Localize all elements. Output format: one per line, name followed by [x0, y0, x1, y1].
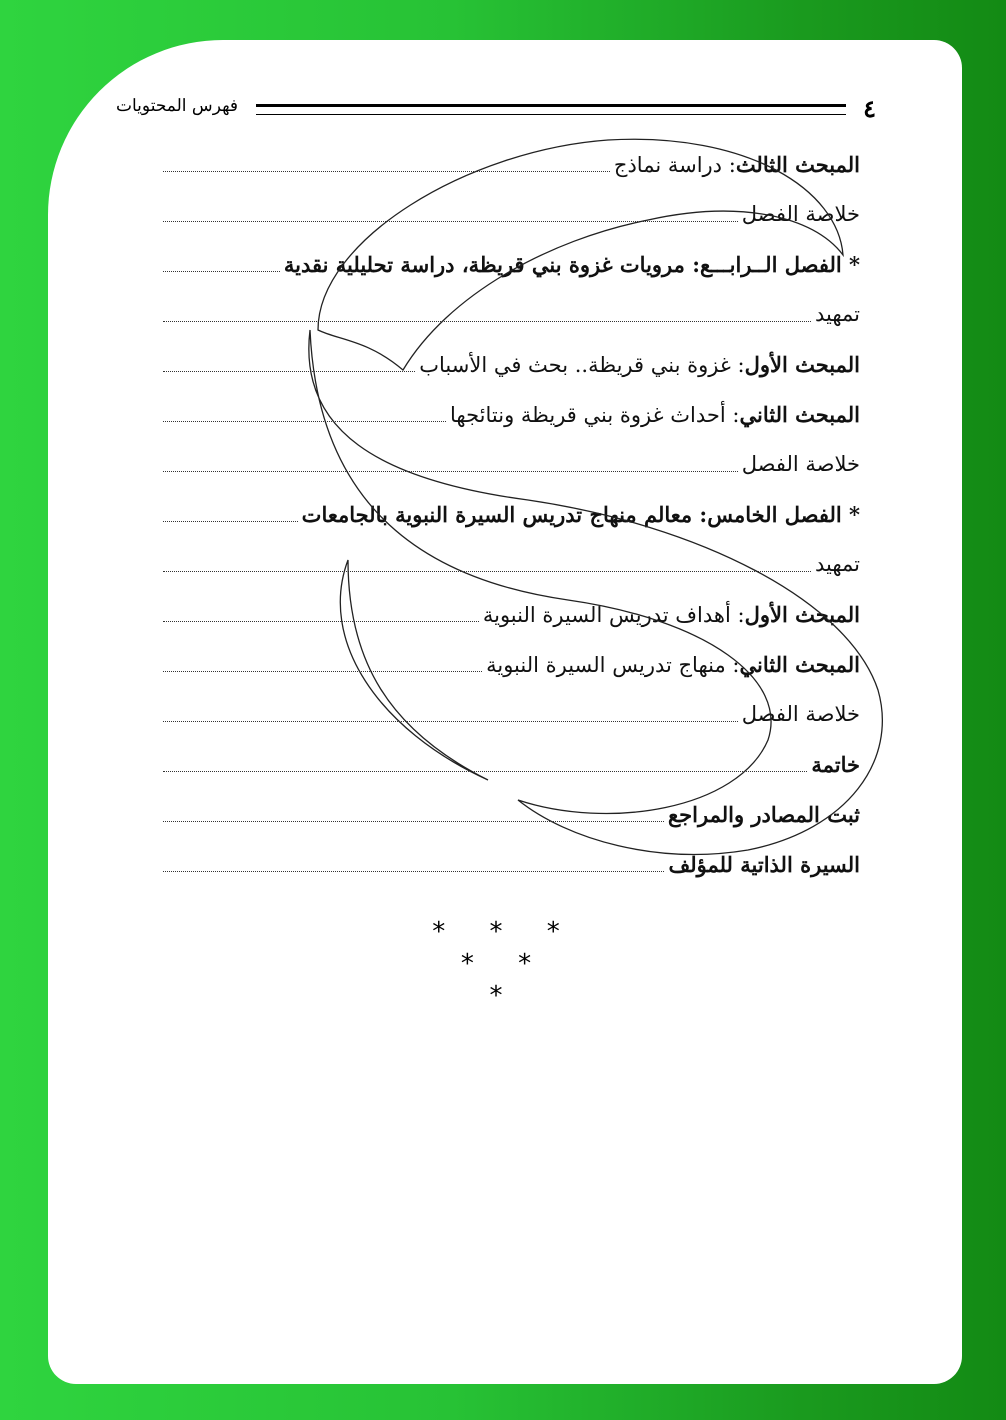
- toc-entry-text: [742, 202, 860, 226]
- toc-entry: [163, 689, 860, 739]
- toc-dot-leader: [163, 507, 298, 522]
- toc-dot-leader: [163, 807, 664, 822]
- header-title: فهرس المحتويات: [116, 96, 239, 116]
- toc-section-title: مرويات غزوة بني قريظة، دراسة تحليلية نقدية: [283, 251, 685, 277]
- toc-entry-text: [668, 802, 860, 827]
- toc-section-title: تمهيد: [814, 552, 860, 576]
- toc-entry: [163, 289, 860, 339]
- toc-section-title: منهاج تدريس السيرة النبوية: [486, 652, 726, 677]
- toc-entry-text: المبحث الثاني: أحداث غزوة بني قريظة ونتائجها: [450, 401, 860, 427]
- toc-star-marker: *: [849, 501, 860, 527]
- page-sheet: [48, 40, 962, 1384]
- toc-section-title: أهداف تدريس السيرة النبوية: [482, 602, 731, 627]
- toc-entry-text: * الفصل الــرابـــع: مرويات غزوة بني قريظة، دراسة تحليلية نقدية: [283, 251, 860, 277]
- toc-dot-leader: [163, 857, 664, 872]
- toc-entry: [163, 839, 860, 889]
- ornament-row-2: * *: [460, 949, 550, 979]
- toc-section-title: خلاصة الفصل: [741, 452, 860, 476]
- toc-dot-leader: [163, 307, 811, 322]
- toc-section-title: خلاصة الفصل: [741, 202, 860, 226]
- toc-entry: [163, 789, 860, 839]
- toc-entry-text: * الفصل الخامس: معالم منهاج تدريس السيرة النبوية بالجامعات: [301, 501, 860, 527]
- toc-section-label: الفصل الــرابـــع: [699, 251, 842, 277]
- toc-entry: [163, 539, 860, 589]
- toc-dot-leader: [163, 457, 738, 472]
- toc-dot-leader: [163, 357, 415, 372]
- toc-entry: [163, 639, 860, 689]
- running-header: [116, 94, 876, 123]
- toc-entry: [163, 189, 860, 239]
- toc-section-title: السيرة الذاتية للمؤلف: [668, 851, 860, 877]
- toc-entry: [163, 739, 860, 789]
- toc-dot-leader: [163, 607, 479, 622]
- toc-entry-text: [815, 552, 860, 576]
- header-rule: [256, 104, 846, 115]
- toc-section-title: تمهيد: [814, 302, 860, 326]
- toc-section-label: المبحث الأول: [744, 601, 860, 627]
- toc-entry-text: [668, 852, 860, 877]
- toc-section-label: المبحث الثالث: [735, 151, 860, 177]
- toc-dot-leader: [163, 207, 738, 222]
- toc-section-title: خاتمة: [811, 751, 860, 777]
- toc-entry: [163, 139, 860, 189]
- ornament-row-1: * * *: [432, 917, 578, 947]
- toc-entry-text: [742, 702, 860, 726]
- toc-section-label: الفصل الخامس: [707, 501, 842, 527]
- toc-entry-text: المبحث الأول: أهداف تدريس السيرة النبوية: [482, 601, 860, 627]
- toc-section-label: المبحث الأول: [744, 351, 860, 377]
- toc-dot-leader: [163, 707, 738, 722]
- toc-dot-leader: [163, 407, 446, 422]
- toc-dot-leader: [163, 157, 610, 172]
- toc-entry: [163, 389, 860, 439]
- toc-entry-text: [742, 452, 860, 476]
- toc-entry-text: المبحث الثاني: منهاج تدريس السيرة النبوية: [486, 651, 860, 677]
- toc-entry: [163, 489, 860, 539]
- toc-section-title: أحداث غزوة بني قريظة ونتائجها: [450, 402, 726, 427]
- toc-entry-text: المبحث الثالث: دراسة نماذج: [613, 151, 860, 177]
- toc-section-title: دراسة نماذج: [613, 152, 723, 177]
- toc-dot-leader: [163, 257, 280, 272]
- toc-entry-text: [815, 302, 860, 326]
- toc-section-title: خلاصة الفصل: [741, 702, 860, 726]
- toc-dot-leader: [163, 757, 807, 772]
- toc-star-marker: *: [849, 251, 860, 277]
- table-of-contents: [163, 139, 860, 889]
- toc-entry: [163, 439, 860, 489]
- toc-section-title: غزوة بني قريظة.. بحث في الأسباب: [419, 352, 731, 377]
- toc-entry-text: المبحث الأول: غزوة بني قريظة.. بحث في الأسباب: [419, 351, 860, 377]
- toc-entry: [163, 589, 860, 639]
- toc-entry-text: [811, 752, 860, 777]
- toc-dot-leader: [163, 557, 811, 572]
- toc-section-title: معالم منهاج تدريس السيرة النبوية بالجامعات: [301, 501, 693, 527]
- page-number: ٤: [863, 94, 876, 123]
- toc-section-label: المبحث الثاني: [739, 401, 860, 427]
- toc-dot-leader: [163, 657, 482, 672]
- toc-entry: [163, 339, 860, 389]
- toc-entry: [163, 239, 860, 289]
- toc-section-label: المبحث الثاني: [739, 651, 860, 677]
- closing-ornament: [48, 916, 962, 1012]
- toc-section-title: ثبت المصادر والمراجع: [668, 801, 860, 827]
- ornament-row-3: *: [489, 981, 521, 1011]
